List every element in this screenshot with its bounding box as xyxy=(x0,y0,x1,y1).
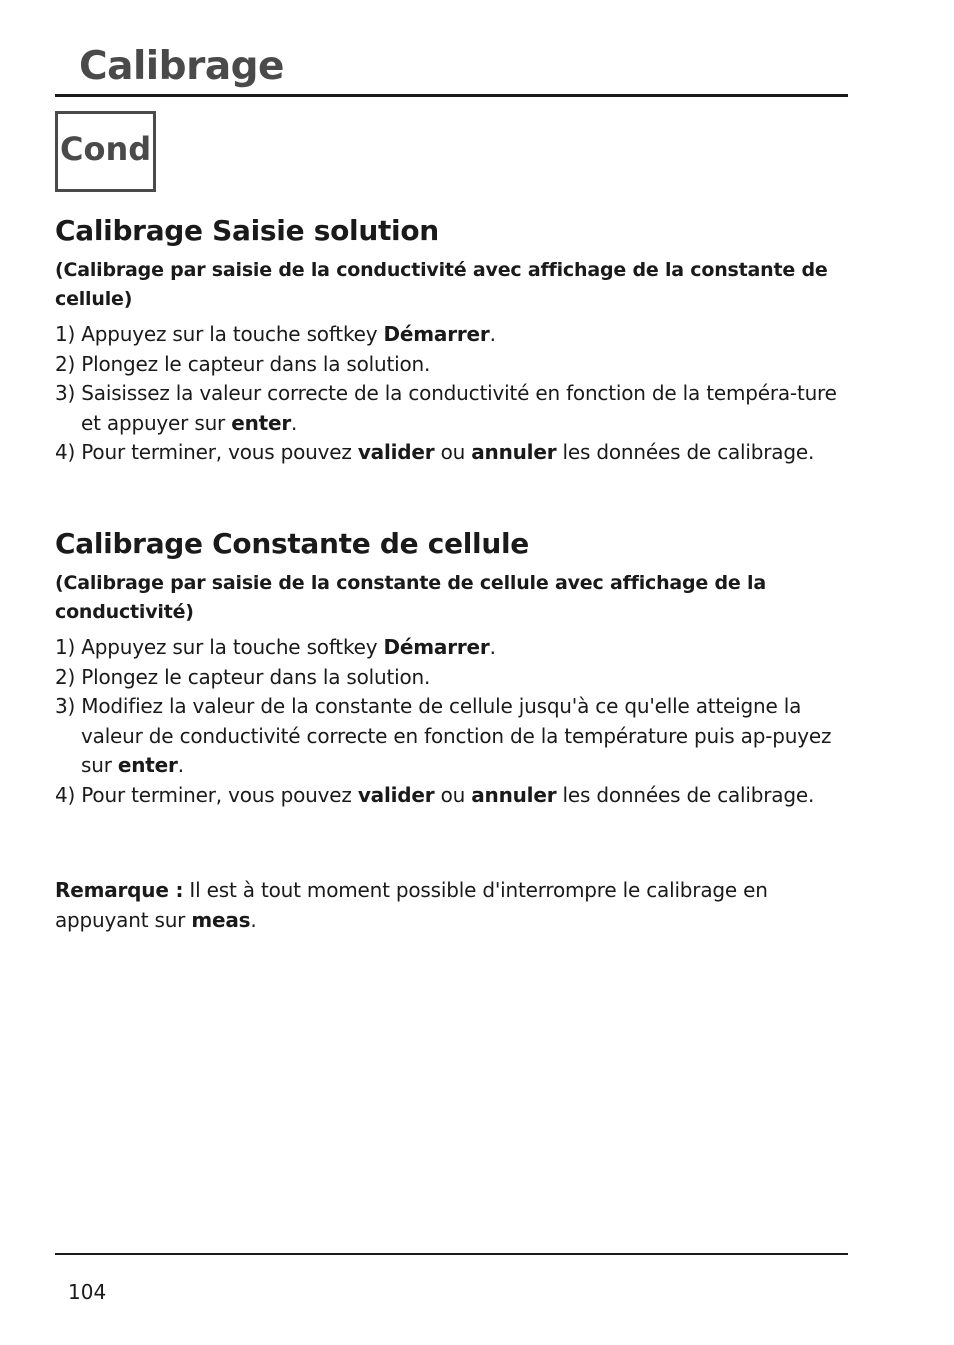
key-enter: enter xyxy=(231,410,292,435)
key-enter: enter xyxy=(117,753,178,777)
title-divider xyxy=(55,94,848,97)
step-list xyxy=(55,633,855,810)
step-list xyxy=(55,320,855,468)
action-annuler: annuler xyxy=(471,440,557,464)
section-saisie-solution xyxy=(55,214,855,468)
step-item: 2) Plongez le capteur dans la solution. xyxy=(55,664,431,689)
step-item: 3) Modifiez la valeur de la constante de cellule jusqu'à ce qu'elle atteigne la valeur de conductivité correcte en fonction de la température puis ap-puyez sur enter. xyxy=(55,694,832,777)
section-constante-cellule xyxy=(55,527,855,810)
section-subheading: (Calibrage par saisie de la conductivité avec affichage de la constante de cellule) xyxy=(55,259,828,310)
softkey-demarrer: Démarrer xyxy=(383,635,490,659)
action-annuler: annuler xyxy=(471,782,557,807)
section-subheading: (Calibrage par saisie de la constante de cellule avec affichage de la conductivité) xyxy=(55,572,766,623)
softkey-demarrer: Démarrer xyxy=(383,322,490,346)
cond-tag-box xyxy=(55,111,156,192)
step-item: 2) Plongez le capteur dans la solution. xyxy=(55,351,431,376)
footer-divider xyxy=(55,1253,848,1255)
cond-tag-label: Cond xyxy=(60,130,152,168)
page-title: Calibrage xyxy=(79,44,285,89)
action-valider: valider xyxy=(357,782,435,807)
step-item: 1) Appuyez sur la touche softkey Démarrer. xyxy=(55,635,496,659)
step-item: 4) Pour terminer, vous pouvez valider ou annuler les données de calibrage. xyxy=(55,440,815,464)
page-number: 104 xyxy=(68,1280,107,1304)
action-valider: valider xyxy=(357,440,435,464)
remark-note: Remarque : Il est à tout moment possible d'interrompre le calibrage en appuyant sur meas. xyxy=(55,878,768,932)
section-heading: Calibrage Saisie solution xyxy=(55,214,439,247)
step-item: 4) Pour terminer, vous pouvez valider ou annuler les données de calibrage. xyxy=(55,782,815,807)
remark-label: Remarque : xyxy=(55,878,184,902)
step-item: 1) Appuyez sur la touche softkey Démarrer. xyxy=(55,322,496,346)
section-heading: Calibrage Constante de cellule xyxy=(55,527,529,560)
step-item: 3) Saisissez la valeur correcte de la conductivité en fonction de la tempéra-ture et appuyer sur enter. xyxy=(55,381,837,435)
key-meas: meas xyxy=(191,907,251,932)
